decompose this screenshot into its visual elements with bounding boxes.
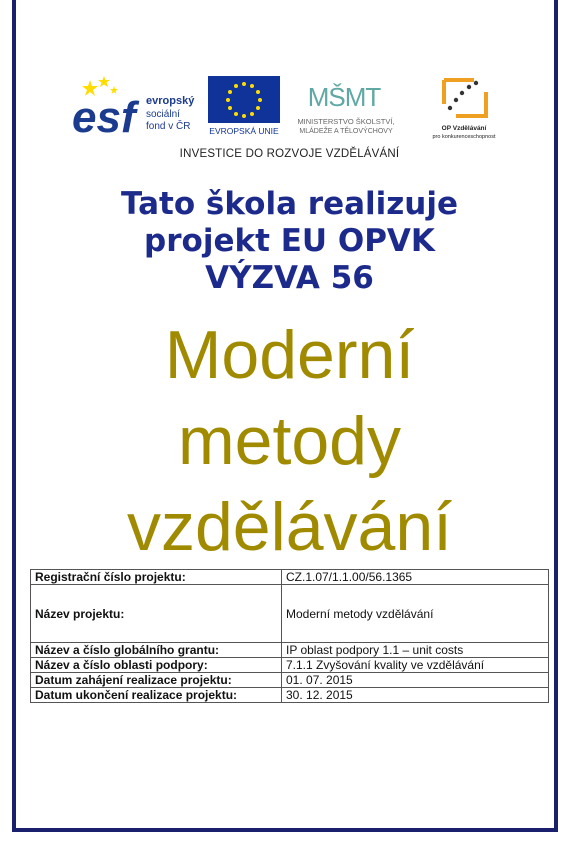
table-row [31, 673, 549, 688]
msmt-logo-line2: MLÁDEŽE A TĚLOVÝCHOVY [299, 128, 393, 135]
table-value: 30. 12. 2015 [282, 688, 549, 703]
big-title-line-2: metody [178, 403, 401, 479]
table-key: Registrační číslo projektu: [31, 570, 282, 585]
table-row [31, 585, 549, 643]
eu-logo [206, 74, 282, 136]
table-key: Název a číslo globálního grantu: [31, 643, 282, 658]
big-title-line-1: Moderní [164, 317, 415, 393]
project-info-table [30, 569, 549, 703]
esf-logo-mark: esf [72, 93, 136, 136]
esf-logo-line3: fond v ČR [146, 121, 191, 132]
big-title [0, 312, 579, 570]
msmt-logo-mark: MŠMT [307, 82, 381, 112]
tagline: INVESTICE DO ROZVOJE VZDĚLÁVÁNÍ [179, 148, 400, 160]
headline-line-3: VÝZVA 56 [205, 260, 374, 296]
table-value: IP oblast podpory 1.1 – unit costs [282, 643, 549, 658]
table-value: CZ.1.07/1.1.00/56.1365 [282, 570, 549, 585]
table-value: 01. 07. 2015 [282, 673, 549, 688]
headline-line-2: projekt EU OPVK [144, 223, 435, 259]
table-row [31, 658, 549, 673]
msmt-logo [286, 74, 406, 136]
table-key: Název a číslo oblasti podpory: [31, 658, 282, 673]
table-key: Název projektu: [31, 585, 282, 643]
op-logo-line2: pro konkurenceschopnost [432, 134, 496, 140]
esf-logo [70, 74, 200, 136]
table-row [31, 643, 549, 658]
table-key: Datum ukončení realizace projektu: [31, 688, 282, 703]
table-value: 7.1.1 Zvyšování kvality ve vzdělávání [282, 658, 549, 673]
table-row [31, 570, 549, 585]
eu-logo-label: EVROPSKÁ UNIE [209, 126, 279, 136]
headline [0, 186, 579, 297]
table-row [31, 688, 549, 703]
table-key: Datum zahájení realizace projektu: [31, 673, 282, 688]
esf-logo-line2: sociální [146, 109, 180, 120]
headline-line-1: Tato škola realizuje [120, 186, 459, 222]
op-logo [416, 74, 516, 144]
op-logo-line1: OP Vzdělávání [441, 125, 487, 132]
op-dots-icon [448, 81, 478, 110]
esf-logo-line1: evropský [146, 95, 195, 107]
msmt-logo-line1: MINISTERSTVO ŠKOLSTVÍ, [297, 117, 395, 126]
table-value: Moderní metody vzdělávání [282, 585, 549, 643]
big-title-line-3: vzdělávání [126, 489, 453, 565]
